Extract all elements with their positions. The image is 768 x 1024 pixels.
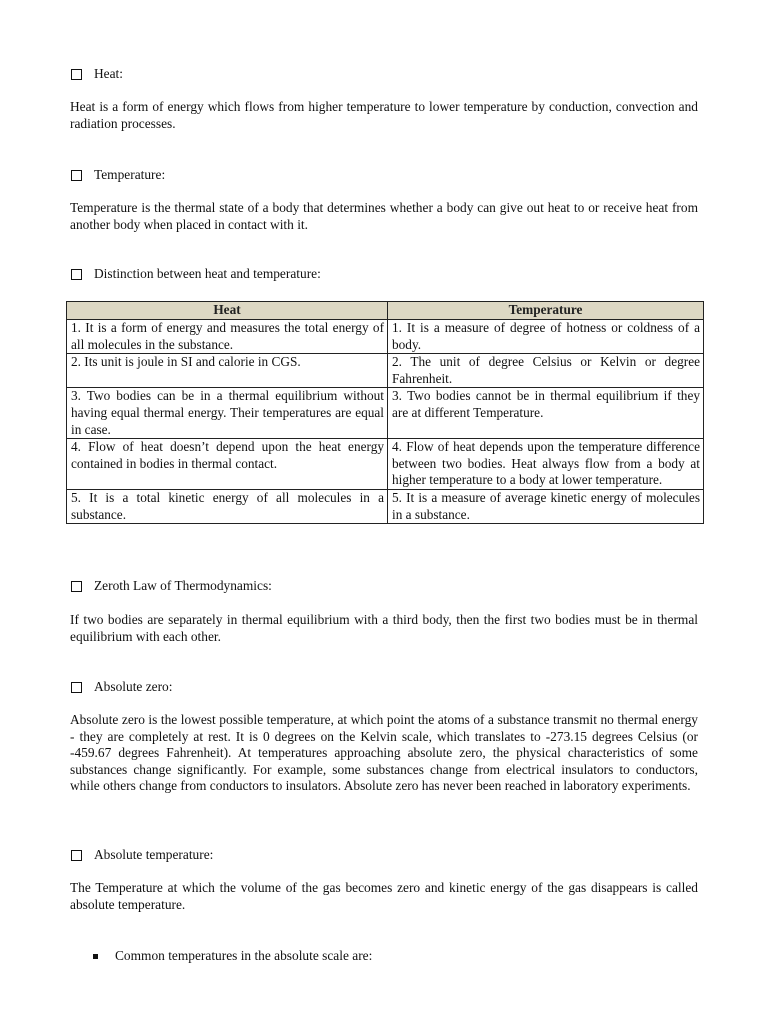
heading-text: Absolute temperature: [94,847,214,862]
section-heading-zeroth-law [71,578,272,594]
checkbox-square-icon [71,682,82,693]
section-heading-distinction [71,266,321,282]
table-row [67,354,704,388]
section-heading-heat [71,66,123,82]
table-cell-heat: 5. It is a total kinetic energy of all molecules in a substance. [67,489,388,523]
table-cell-heat: 1. It is a form of energy and measures the total energy of all molecules in the substance. [67,320,388,354]
table-cell-temperature: 4. Flow of heat depends upon the temperature difference between two bodies. Heat always flow from a body at higher temperature to a body at lower temperature. [388,439,704,490]
table-row [67,489,704,523]
heading-text: Temperature: [94,167,166,182]
temperature-definition: Temperature is the thermal state of a body that determines whether a body can give out heat to or receive heat from another body when placed in contact with it. [70,200,698,232]
table-row [67,388,704,439]
section-heading-absolute-temperature [71,847,213,863]
table-cell-temperature: 2. The unit of degree Celsius or Kelvin or degree Fahrenheit. [388,354,704,388]
checkbox-square-icon [71,581,82,592]
table-row [67,439,704,490]
section-heading-temperature [71,167,165,183]
heading-text: Heat: [94,66,123,81]
bullet-square-icon [93,954,98,959]
table-cell-heat: 3. Two bodies can be in a thermal equilibrium without having equal thermal energy. Their temperatures are equal in case. [67,388,388,439]
section-heading-absolute-zero [71,679,172,695]
zeroth-law-statement: If two bodies are separately in thermal equilibrium with a third body, then the first two bodies must be in thermal equilibrium with each other. [70,612,698,644]
column-header-heat: Heat [67,302,388,320]
heading-text: Zeroth Law of Thermodynamics: [94,578,272,593]
absolute-temperature-definition: The Temperature at which the volume of the gas becomes zero and kinetic energy of the gas disappears is called absolute temperature. [70,880,698,912]
checkbox-square-icon [71,170,82,181]
checkbox-square-icon [71,69,82,80]
table-cell-temperature: 3. Two bodies cannot be in thermal equilibrium if they are at different Temperature. [388,388,704,439]
checkbox-square-icon [71,850,82,861]
bullet-text: Common temperatures in the absolute scale are: [115,948,373,963]
heat-definition: Heat is a form of energy which flows from higher temperature to lower temperature by conduction, convection and radiation processes. [70,99,698,131]
checkbox-square-icon [71,269,82,280]
heading-text: Distinction between heat and temperature: [94,266,321,281]
bullet-item [93,948,372,964]
absolute-zero-description: Absolute zero is the lowest possible temperature, at which point the atoms of a substance transmit no thermal energy - they are completely at rest. It is 0 degrees on the Kelvin scale, which translates to -273.15 degrees Celsius (or -459.67 degrees Fahrenheit). At temperatures approaching absolute zero, the physical characteristics of some substances change significantly. For example, some substances change from electrical insulators to conductors, while others change from conductors to insulators. Absolute zero has never been reached in laboratory experiments. [70,712,698,793]
table-header-row [67,302,704,320]
column-header-temperature: Temperature [388,302,704,320]
table-cell-temperature: 1. It is a measure of degree of hotness or coldness of a body. [388,320,704,354]
table-cell-heat: 2. Its unit is joule in SI and calorie in CGS. [67,354,388,388]
heading-text: Absolute zero: [94,679,173,694]
comparison-table [66,301,704,524]
table-row [67,320,704,354]
table-cell-temperature: 5. It is a measure of average kinetic energy of molecules in a substance. [388,489,704,523]
table-cell-heat: 4. Flow of heat doesn’t depend upon the heat energy contained in bodies in thermal contact. [67,439,388,490]
